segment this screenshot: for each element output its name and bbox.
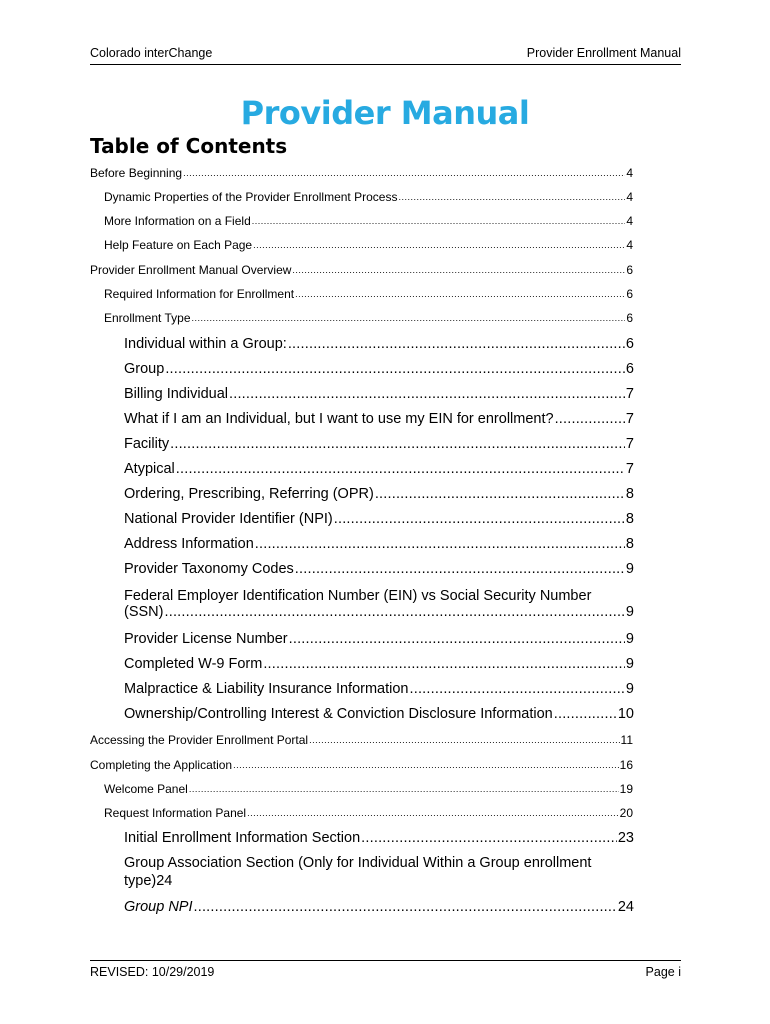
- toc-entry-ownership-disclosure[interactable]: Ownership/Controlling Interest & Conviction Disclosure Information ..... 10: [124, 706, 634, 722]
- toc-entry-malpractice-insurance[interactable]: Malpractice & Liability Insurance Information ..... 9: [124, 681, 634, 697]
- toc-entry-completing-application[interactable]: Completing the Application ..... 16: [90, 758, 633, 772]
- toc-entry-dynamic-properties[interactable]: Dynamic Properties of the Provider Enrollment Process ..... 4: [104, 190, 633, 204]
- toc-entry-individual-ein[interactable]: What if I am an Individual, but I want to use my EIN for enrollment? ..... 7: [124, 411, 634, 427]
- toc-entry-atypical[interactable]: Atypical ..... 7: [124, 461, 634, 477]
- toc-entry-npi[interactable]: National Provider Identifier (NPI) ..... 8: [124, 511, 634, 527]
- header-left: Colorado interChange: [90, 46, 213, 60]
- toc-entry-more-information[interactable]: More Information on a Field ..... 4: [104, 214, 633, 228]
- toc-entry-group[interactable]: Group ..... 6: [124, 361, 634, 377]
- toc-entry-group-association-line1[interactable]: Group Association Section (Only for Individual Within a Group enrollment: [124, 855, 592, 871]
- toc-entry-taxonomy-codes[interactable]: Provider Taxonomy Codes ..... 9: [124, 561, 634, 577]
- toc-entry-manual-overview[interactable]: Provider Enrollment Manual Overview ..... 6: [90, 263, 633, 277]
- toc-entry-billing-individual[interactable]: Billing Individual ..... 7: [124, 386, 634, 402]
- header-right: Provider Enrollment Manual: [526, 46, 681, 60]
- toc-entry-facility[interactable]: Facility ..... 7: [124, 436, 634, 452]
- toc-entry-before-beginning[interactable]: Before Beginning ..... 4: [90, 166, 633, 180]
- toc-entry-group-association-line2[interactable]: type)24: [124, 873, 173, 889]
- toc-entry-welcome-panel[interactable]: Welcome Panel ..... 19: [104, 782, 633, 796]
- toc-entry-request-information-panel[interactable]: Request Information Panel ..... 20: [104, 806, 633, 820]
- toc-entry-individual-within-group[interactable]: Individual within a Group: ..... 6: [124, 336, 634, 352]
- toc-entry-license-number[interactable]: Provider License Number ..... 9: [124, 631, 634, 647]
- toc-entry-group-npi[interactable]: Group NPI ..... 24: [124, 899, 634, 915]
- document-title: Provider Manual: [240, 94, 530, 132]
- toc-entry-required-information[interactable]: Required Information for Enrollment ..... 6: [104, 287, 633, 301]
- toc-entry-ein-vs-ssn[interactable]: (SSN) ..... 9: [124, 604, 634, 620]
- toc-entry-accessing-portal[interactable]: Accessing the Provider Enrollment Portal ..... 11: [90, 733, 633, 747]
- toc-entry-initial-enrollment[interactable]: Initial Enrollment Information Section ..... 23: [124, 830, 634, 846]
- toc-entry-address-information[interactable]: Address Information ..... 8: [124, 536, 634, 552]
- toc-entry-opr[interactable]: Ordering, Prescribing, Referring (OPR) ..... 8: [124, 486, 634, 502]
- toc-heading: Table of Contents: [90, 134, 288, 158]
- page-footer: [90, 960, 681, 981]
- footer-page-number: Page i: [645, 965, 681, 979]
- toc-entry-help-feature[interactable]: Help Feature on Each Page ..... 4: [104, 238, 633, 252]
- toc-entry-enrollment-type[interactable]: Enrollment Type ..... 6: [104, 311, 633, 325]
- footer-revised: REVISED: 10/29/2019: [90, 965, 215, 979]
- toc-entry-ein-vs-ssn-line1[interactable]: Federal Employer Identification Number (EIN) vs Social Security Number: [124, 588, 592, 604]
- toc-entry-w9-form[interactable]: Completed W-9 Form ..... 9: [124, 656, 634, 672]
